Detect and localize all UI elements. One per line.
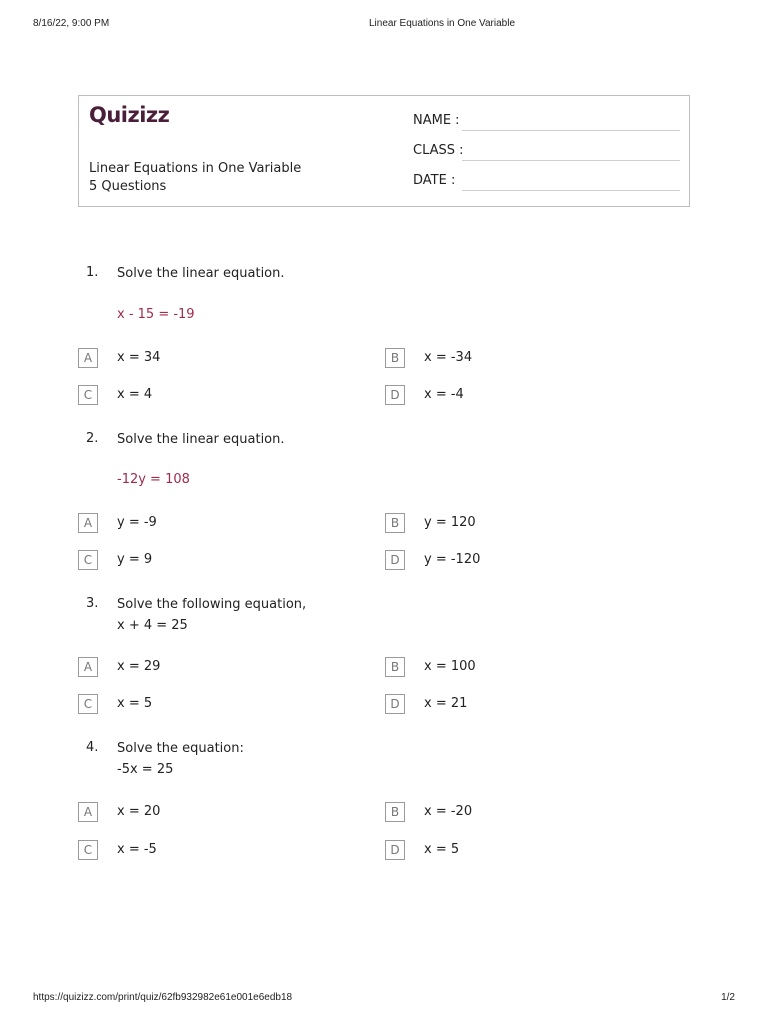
question-prompt: Solve the following equation, — [117, 597, 307, 612]
option-c-box[interactable]: C — [78, 385, 98, 405]
quiz-title: Linear Equations in One Variable — [89, 161, 302, 176]
question-prompt: Solve the equation: — [117, 741, 244, 756]
option-b-text: y = 120 — [424, 515, 476, 530]
option-b-box[interactable]: B — [385, 802, 405, 822]
question-number: 1. — [86, 265, 99, 280]
option-c-text: x = -5 — [117, 842, 157, 857]
option-a-text: x = 29 — [117, 659, 161, 674]
option-b-box[interactable]: B — [385, 657, 405, 677]
option-d-text: x = -4 — [424, 387, 464, 402]
option-c-text: y = 9 — [117, 552, 153, 567]
option-b-text: x = 100 — [424, 659, 476, 674]
option-a-box[interactable]: A — [78, 802, 98, 822]
question-prompt-line2: x + 4 = 25 — [117, 618, 188, 633]
option-d-box[interactable]: D — [385, 694, 405, 714]
option-b-box[interactable]: B — [385, 513, 405, 533]
question-number: 3. — [86, 596, 99, 611]
question-prompt: Solve the linear equation. — [117, 266, 285, 281]
question-number: 4. — [86, 740, 99, 755]
option-c-box[interactable]: C — [78, 550, 98, 570]
class-line[interactable] — [462, 160, 680, 161]
print-url[interactable]: https://quizizz.com/print/quiz/62fb932982e61e001e6edb18 — [33, 992, 293, 1003]
option-d-box[interactable]: D — [385, 550, 405, 570]
option-a-box[interactable]: A — [78, 513, 98, 533]
question-prompt-line2: -5x = 25 — [117, 762, 174, 777]
option-c-box[interactable]: C — [78, 694, 98, 714]
option-b-text: x = -34 — [424, 350, 473, 365]
option-a-text: x = 20 — [117, 804, 161, 819]
question-number: 2. — [86, 431, 99, 446]
print-doc-title: Linear Equations in One Variable — [368, 18, 516, 29]
option-a-box[interactable]: A — [78, 657, 98, 677]
option-c-box[interactable]: C — [78, 840, 98, 860]
question-equation: -12y = 108 — [117, 472, 190, 487]
question-count: 5 Questions — [89, 179, 167, 194]
option-d-box[interactable]: D — [385, 385, 405, 405]
option-d-text: x = 21 — [424, 696, 468, 711]
page-number: 1/2 — [721, 992, 735, 1003]
name-line[interactable] — [462, 130, 680, 131]
option-c-text: x = 4 — [117, 387, 153, 402]
option-d-box[interactable]: D — [385, 840, 405, 860]
option-d-text: y = -120 — [424, 552, 481, 567]
class-label: CLASS : — [413, 143, 464, 158]
question-equation: x - 15 = -19 — [117, 307, 195, 322]
question-prompt: Solve the linear equation. — [117, 432, 285, 447]
date-line[interactable] — [462, 190, 680, 191]
print-datetime: 8/16/22, 9:00 PM — [33, 18, 110, 29]
quiz-header-box — [78, 95, 690, 207]
option-a-text: y = -9 — [117, 515, 157, 530]
option-b-box[interactable]: B — [385, 348, 405, 368]
date-label: DATE : — [413, 173, 456, 188]
option-c-text: x = 5 — [117, 696, 153, 711]
option-b-text: x = -20 — [424, 804, 473, 819]
print-footer — [0, 992, 768, 1006]
quizizz-logo: Quizizz — [89, 103, 170, 127]
name-label: NAME : — [413, 113, 460, 128]
option-a-box[interactable]: A — [78, 348, 98, 368]
option-d-text: x = 5 — [424, 842, 460, 857]
option-a-text: x = 34 — [117, 350, 161, 365]
print-header — [0, 18, 768, 32]
